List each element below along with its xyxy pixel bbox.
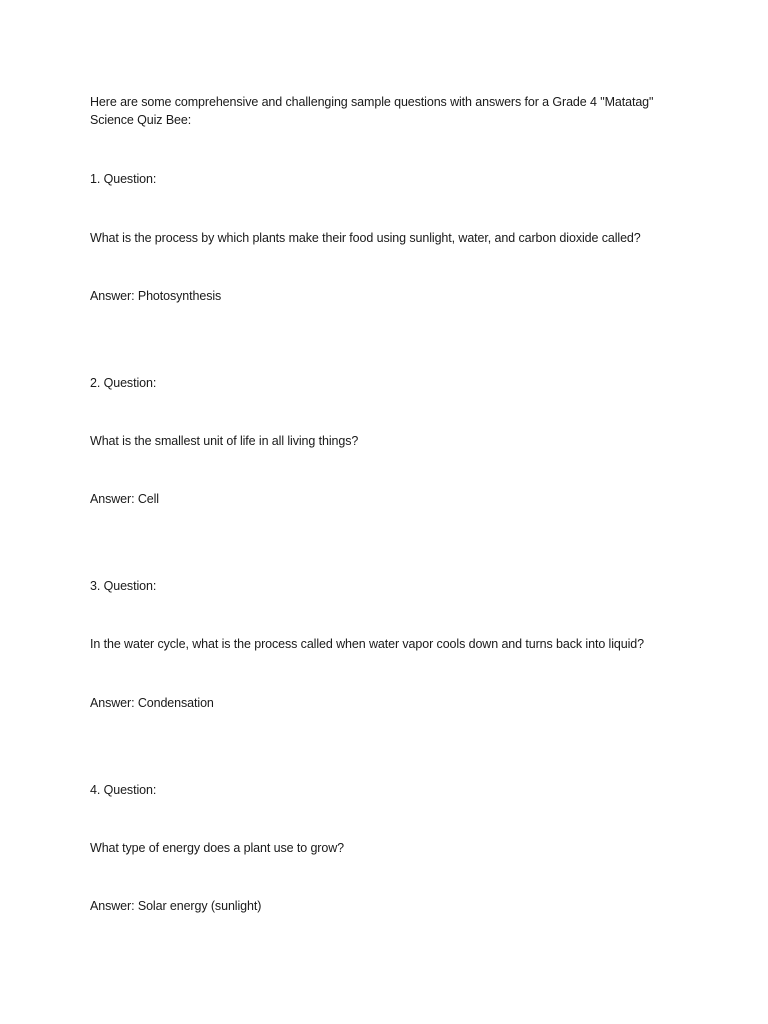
question-1-text: What is the process by which plants make their food using sunlight, water, and carbon dioxide called?	[90, 231, 641, 245]
question-3-heading: 3. Question:	[90, 579, 157, 593]
question-2-text: What is the smallest unit of life in all living things?	[90, 434, 359, 448]
intro-line-1: Here are some comprehensive and challenging sample questions with answers for a Grade 4 "Matatag"	[90, 95, 654, 109]
question-2-answer: Answer: Cell	[90, 492, 159, 506]
question-4-answer: Answer: Solar energy (sunlight)	[90, 899, 262, 913]
question-4-heading: 4. Question:	[90, 783, 157, 797]
question-2-heading: 2. Question:	[90, 376, 157, 390]
question-3-text: In the water cycle, what is the process called when water vapor cools down and turns back into liquid?	[90, 637, 644, 651]
question-3-answer: Answer: Condensation	[90, 696, 214, 710]
intro-line-2: Science Quiz Bee:	[90, 113, 192, 127]
question-1-answer: Answer: Photosynthesis	[90, 289, 222, 303]
question-4-text: What type of energy does a plant use to grow?	[90, 841, 344, 855]
question-1-heading: 1. Question:	[90, 172, 157, 186]
